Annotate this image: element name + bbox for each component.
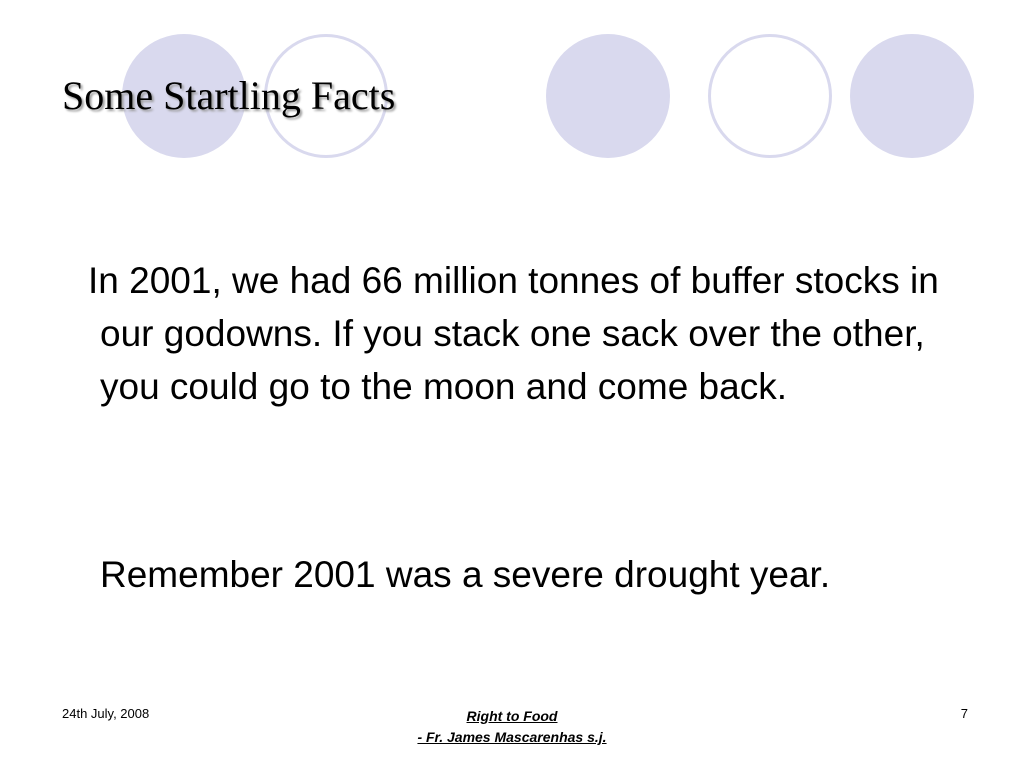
slide-title: Some Startling Facts	[62, 73, 396, 118]
body-paragraph: Remember 2001 was a severe drought year.	[100, 554, 831, 595]
footer-presentation-info	[362, 706, 662, 748]
decorative-circle	[850, 34, 974, 158]
slide-number: 7	[960, 706, 968, 721]
footer-date: 24th July, 2008	[62, 706, 150, 721]
decorative-circle-outline	[708, 34, 832, 158]
footer-presentation-title: Right to Food	[466, 708, 558, 724]
footer-presenter-name: - Fr. James Mascarenhas s.j.	[417, 729, 607, 745]
body-paragraph: In 2001, we had 66 million tonnes of buffer stocks in our godowns. If you stack one sack over the other, you could go to the moon and come back.	[88, 260, 939, 407]
decorative-circle	[546, 34, 670, 158]
